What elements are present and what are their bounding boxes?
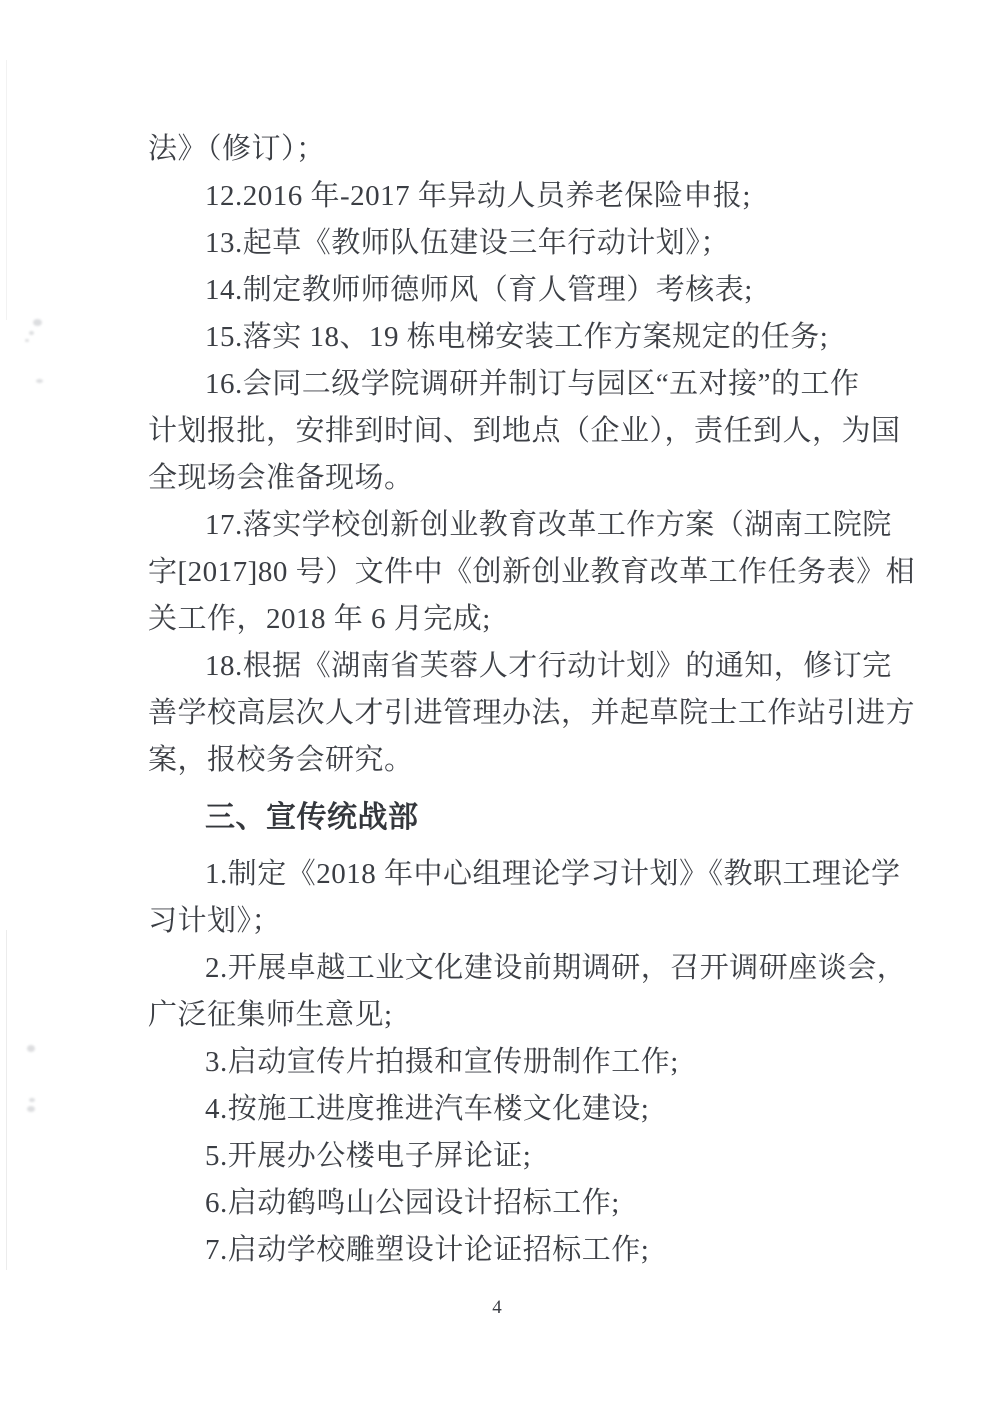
document-body (148, 126, 916, 1274)
text-line: 18.根据《湖南省芙蓉人才行动计划》的通知，修订完 (205, 650, 892, 682)
text-line: 案，报校务会研究。 (148, 744, 414, 776)
text-line: 13.起草《教师队伍建设三年行动计划》； (205, 227, 730, 259)
text-line: 习计划》； (148, 905, 282, 937)
scan-edge-artifact (6, 930, 7, 1270)
scan-smudge (27, 1045, 35, 1052)
scan-smudge (36, 379, 43, 383)
text-line: 14.制定教师师德师风（育人管理）考核表; (205, 274, 753, 306)
text-line: 16.会同二级学院调研并制订与园区“五对接”的工作 (205, 368, 860, 400)
text-line: 关工作，2018 年 6 月完成; (148, 603, 491, 635)
section-heading: 三、宣传统战部 (205, 801, 419, 834)
text-line: 1.制定《2018 年中心组理论学习计划》《教职工理论学 (205, 858, 901, 890)
text-line: 7.启动学校雕塑设计论证招标工作; (205, 1234, 650, 1266)
scan-edge-artifact (6, 60, 7, 320)
scan-smudge (27, 1106, 35, 1112)
scan-smudge (29, 1098, 35, 1102)
text-line: 3.启动宣传片拍摄和宣传册制作工作; (205, 1046, 679, 1078)
text-line: 善学校高层次人才引进管理办法，并起草院士工作站引进方 (148, 697, 916, 729)
text-line: 12.2016 年-2017 年异动人员养老保险申报; (205, 180, 751, 212)
text-line: 4.按施工进度推进汽车楼文化建设; (205, 1093, 650, 1125)
page-number: 4 (492, 1297, 502, 1318)
text-line: 15.落实 18、19 栋电梯安装工作方案规定的任务; (205, 321, 829, 353)
text-line: 17.落实学校创新创业教育改革工作方案（湖南工院院 (205, 509, 892, 541)
text-line: 广泛征集师生意见; (148, 999, 393, 1031)
scan-smudge (25, 339, 29, 342)
scan-smudge (29, 331, 34, 335)
text-line: 法》（修订）； (148, 133, 326, 165)
text-line: 全现场会准备现场。 (148, 462, 414, 494)
text-line: 字[2017]80 号）文件中《创新创业教育改革工作任务表》相 (148, 556, 916, 588)
text-line: 计划报批，安排到时间、到地点（企业），责任到人，为国 (148, 415, 901, 447)
text-line: 6.启动鹤鸣山公园设计招标工作; (205, 1187, 620, 1219)
text-line: 5.开展办公楼电子屏论证; (205, 1140, 532, 1172)
text-line: 2.开展卓越工业文化建设前期调研，召开调研座谈会， (205, 952, 907, 984)
scan-smudge (33, 319, 42, 326)
